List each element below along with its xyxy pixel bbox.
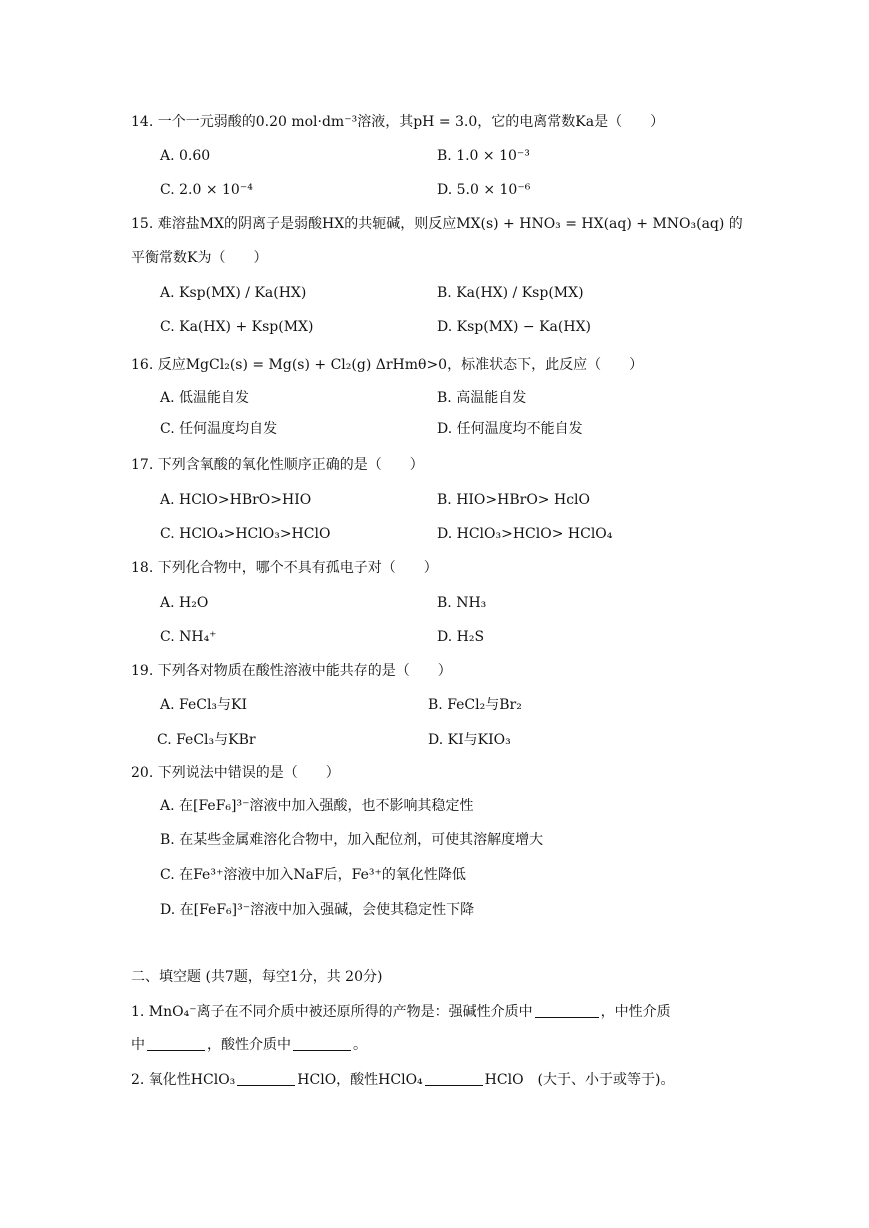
q19-option-d: D. KI与KIO₃ (428, 732, 511, 748)
fill1-blank-acidic[interactable] (293, 1036, 351, 1051)
q20-option-c: C. 在Fe³⁺溶液中加入NaF后，Fe³⁺的氧化性降低 (160, 867, 466, 883)
q16-option-b: B. 高温能自发 (437, 390, 527, 406)
fill1-blank-neutral[interactable] (147, 1036, 205, 1051)
q14-option-c: C. 2.0 × 10⁻⁴ (160, 182, 253, 198)
q16-option-c: C. 任何温度均自发 (160, 421, 278, 437)
fill2-text-b: HClO，酸性HClO₄ (297, 1072, 423, 1088)
q15-stem-line2: 平衡常数K为（ ） (131, 250, 268, 266)
fill-question-1-line2 (131, 1035, 367, 1055)
q19-option-b: B. FeCl₂与Br₂ (428, 697, 522, 713)
fill1-text-d: ，酸性介质中 (207, 1037, 291, 1053)
q20-option-a: A. 在[FeF₆]³⁻溶液中加入强酸，也不影响其稳定性 (160, 798, 474, 814)
q18-option-b: B. NH₃ (437, 595, 487, 611)
section-heading: 二、填空题 (共7题，每空1分，共 20分) (131, 969, 383, 985)
q16-option-a: A. 低温能自发 (160, 390, 250, 406)
fill1-blank-strong-base[interactable] (535, 1003, 599, 1018)
fill-question-1-line1 (131, 1002, 671, 1022)
fill1-text-b: ，中性介质 (600, 1004, 671, 1020)
q15-stem-line1: 15. 难溶盐MX的阴离子是弱酸HX的共轭碱，则反应MX(s) + HNO₃ = HX(aq) + MNO₃(aq) 的 (131, 216, 743, 232)
q19-stem: 19. 下列各对物质在酸性溶液中能共存的是（ ） (131, 663, 452, 679)
q14-option-d: D. 5.0 × 10⁻⁶ (437, 182, 531, 198)
q20-option-d: D. 在[FeF₆]³⁻溶液中加入强碱，会使其稳定性下降 (160, 902, 475, 918)
q17-option-c: C. HClO₄>HClO₃>HClO (160, 526, 331, 542)
q18-stem: 18. 下列化合物中，哪个不具有孤电子对（ ） (131, 560, 438, 576)
q16-option-d: D. 任何温度均不能自发 (437, 421, 583, 437)
q14-stem: 14. 一个一元弱酸的0.20 mol·dm⁻³溶液，其pH = 3.0，它的电离常数Ka是（ ） (131, 114, 665, 130)
q17-option-a: A. HClO>HBrO>HIO (160, 492, 312, 508)
fill1-text-c: 中 (131, 1037, 145, 1053)
q15-option-c: C. Ka(HX) + Ksp(MX) (160, 319, 314, 335)
q17-option-b: B. HIO>HBrO> HclO (437, 492, 590, 508)
fill2-text-c: HClO (大于、小于或等于)。 (484, 1072, 675, 1088)
q20-stem: 20. 下列说法中错误的是（ ） (131, 765, 340, 781)
q19-option-a: A. FeCl₃与KI (160, 697, 248, 713)
q17-option-d: D. HClO₃>HClO> HClO₄ (437, 526, 613, 542)
q14-option-b: B. 1.0 × 10⁻³ (437, 148, 530, 164)
fill1-text-a: 1. MnO₄⁻离子在不同介质中被还原所得的产物是：强碱性介质中 (131, 1004, 533, 1020)
q15-option-b: B. Ka(HX) / Ksp(MX) (437, 285, 584, 301)
q18-option-c: C. NH₄⁺ (160, 629, 217, 645)
q16-stem: 16. 反应MgCl₂(s) = Mg(s) + Cl₂(g) ΔrHmθ>0，标准状态下，此反应（ ） (131, 357, 644, 373)
fill2-blank-oxidizing[interactable] (237, 1071, 295, 1086)
fill2-text-a: 2. 氧化性HClO₃ (131, 1072, 236, 1088)
q18-option-a: A. H₂O (160, 595, 209, 611)
q18-option-d: D. H₂S (437, 629, 485, 645)
q15-option-a: A. Ksp(MX) / Ka(HX) (160, 285, 307, 301)
q17-stem: 17. 下列含氧酸的氧化性顺序正确的是（ ） (131, 457, 424, 473)
fill1-text-e: 。 (353, 1037, 367, 1053)
fill-question-2 (131, 1070, 674, 1090)
q14-option-a: A. 0.60 (160, 148, 211, 164)
q19-option-c: C. FeCl₃与KBr (157, 732, 256, 748)
q15-option-d: D. Ksp(MX) − Ka(HX) (437, 319, 591, 335)
q20-option-b: B. 在某些金属难溶化合物中，加入配位剂，可使其溶解度增大 (160, 832, 544, 848)
fill2-blank-acidity[interactable] (425, 1071, 483, 1086)
